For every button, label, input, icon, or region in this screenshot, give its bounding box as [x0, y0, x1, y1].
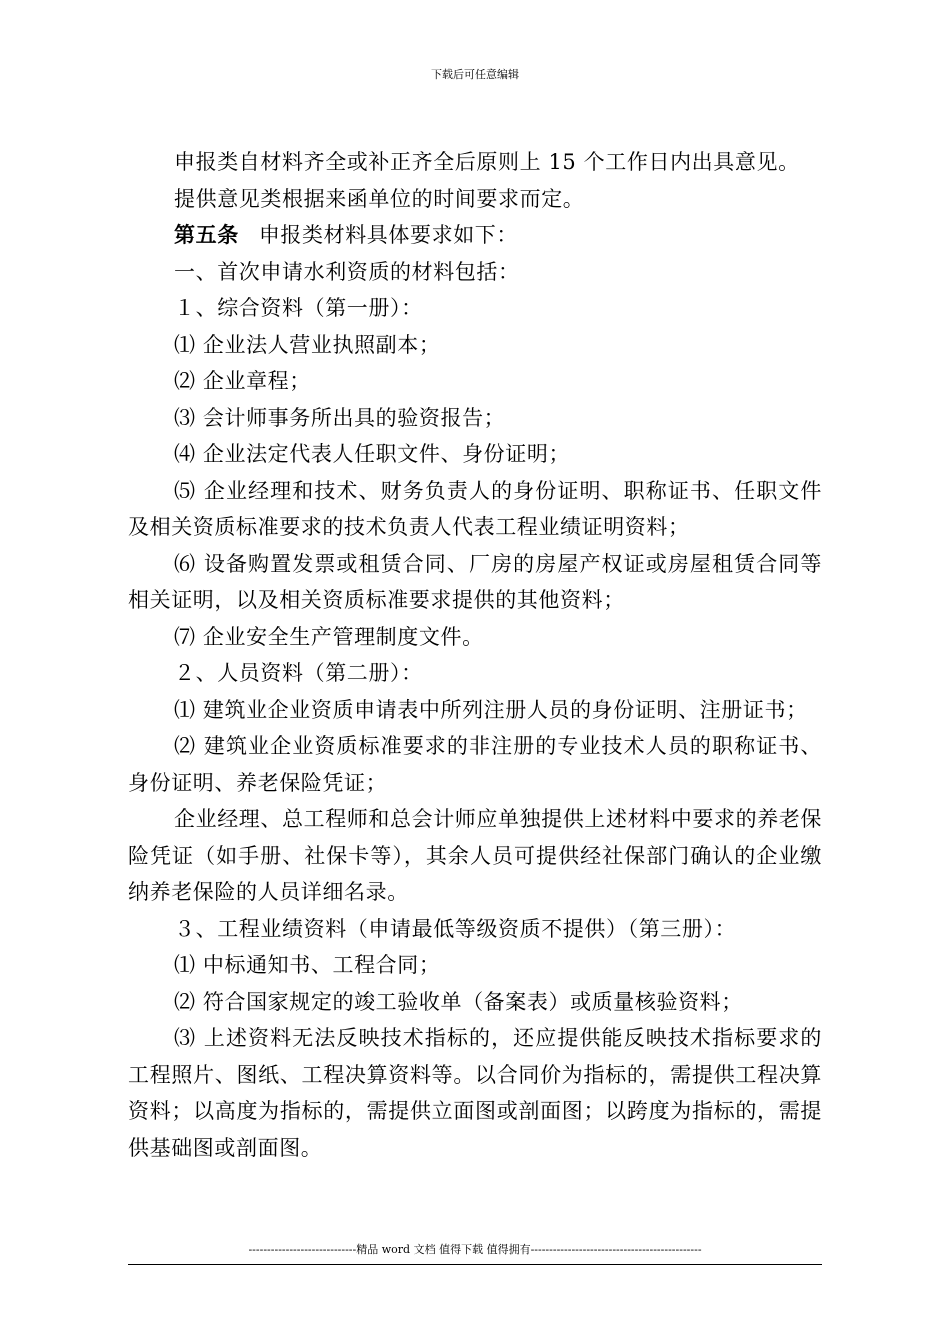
subsection-comprehensive-materials: １、综合资料（第一册）：: [174, 296, 423, 320]
page-footer: [128, 1242, 822, 1265]
paragraph-review-period: 申报类自材料齐全或补正齐全后原则上 15 个工作日内出具意见。: [174, 150, 800, 174]
list-item: ⑴ 中标通知书、工程合同；: [174, 953, 441, 977]
paragraph-opinion-timing: 提供意见类根据来函单位的时间要求而定。: [174, 186, 585, 211]
document-body: [128, 144, 822, 1166]
paragraph-pension-note: 企业经理、总工程师和总会计师应单独提供上述材料中要求的养老保险凭证（如手册、社保卡等），其余人员可提供经社保部门确认的企业缴纳养老保险的人员详细名录。: [128, 807, 822, 904]
footer-text: -----------------------------精品 word 文档 值得下载 值得拥有----------------------------------------------: [248, 1243, 702, 1256]
article-text: 申报类材料具体要求如下：: [258, 223, 519, 247]
subsection-project-performance: ３、工程业绩资料（申请最低等级资质不提供）（第三册）：: [174, 916, 737, 941]
subsection-personnel-materials: ２、人员资料（第二册）：: [174, 661, 423, 685]
list-item: ⑶ 会计师事务所出具的验资报告；: [174, 405, 506, 430]
list-item: ⑴ 建筑业企业资质申请表中所列注册人员的身份证明、注册证书；: [174, 697, 808, 722]
page-header-note: 下载后可任意编辑: [431, 68, 519, 81]
article-heading: 第五条: [174, 222, 239, 247]
list-item: ⑸ 企业经理和技术、财务负责人的身份证明、职称证书、任职文件及相关资质标准要求的技术负责人代表工程业绩证明资料；: [128, 478, 822, 539]
list-item: ⑴ 企业法人营业执照副本；: [174, 332, 441, 357]
list-item: ⑹ 设备购置发票或租赁合同、厂房的房屋产权证或房屋租赁合同等相关证明，以及相关资质标准要求提供的其他资料；: [128, 551, 822, 612]
list-item: ⑵ 符合国家规定的竣工验收单（备案表）或质量核验资料；: [174, 989, 743, 1014]
list-item: ⑺ 企业安全生产管理制度文件。: [174, 624, 484, 649]
list-item: ⑶ 上述资料无法反映技术指标的，还应提供能反映技术指标要求的工程照片、图纸、工程决算资料等。以合同价为指标的，需提供工程决算资料；以高度为指标的，需提供立面图或剖面图；以跨度为指标的，需提供基础图或剖面图。: [128, 1026, 822, 1160]
section-first-application: 一、首次申请水利资质的材料包括：: [174, 259, 520, 284]
article-five: [128, 217, 822, 254]
list-item: ⑷ 企业法定代表人任职文件、身份证明；: [174, 442, 571, 466]
list-item: ⑵ 建筑业企业资质标准要求的非注册的专业技术人员的职称证书、身份证明、养老保险凭证；: [128, 734, 822, 795]
list-item: ⑵ 企业章程；: [174, 369, 311, 393]
footer-divider: [128, 1264, 822, 1265]
